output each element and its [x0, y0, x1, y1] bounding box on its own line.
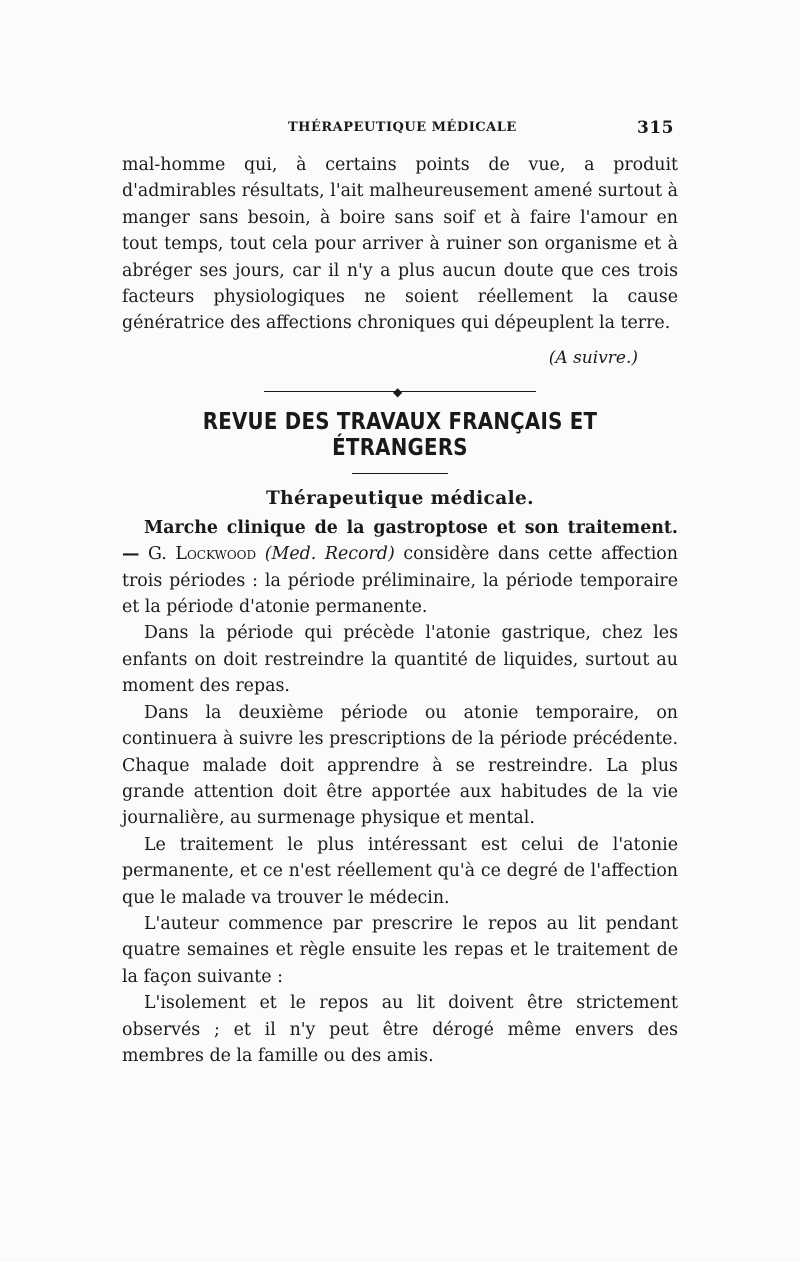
article-author: G. Lockwood	[148, 544, 257, 565]
paragraph: L'isolement et le repos au lit doivent être strictement observés ; et il n'y peut être dérogé même envers des membres de la famille ou des amis.	[122, 993, 678, 1066]
running-title: THÉRAPEUTIQUE MÉDICALE	[288, 120, 517, 135]
ornamental-rule	[122, 385, 678, 399]
diamond-ornament-icon: ◆	[393, 384, 403, 399]
running-header	[122, 118, 678, 142]
page-number: 315	[637, 118, 674, 138]
article-intro	[122, 515, 678, 621]
article-title: Marche clinique de la gastroptose et son traitement. —	[122, 517, 678, 565]
to-be-continued-note: (A suivre.)	[548, 347, 638, 368]
paragraph: Dans la période qui précède l'atonie gastrique, chez les enfants on doit restreindre la quantité de liquides, surtout au moment des repas.	[122, 623, 678, 697]
paragraph: L'auteur commence par prescrire le repos au lit pendant quatre semaines et règle ensuite les repas et le traitement de la façon suivante :	[122, 913, 678, 987]
section-divider	[352, 473, 448, 474]
article-intro-text: considère dans cette affection trois périodes : la période préliminaire, la période temporaire et la période d'atonie permanente.	[122, 544, 678, 618]
paragraph: Dans la deuxième période ou atonie temporaire, on continuera à suivre les prescriptions de la période précédente. Chaque malade doit apprendre à se restreindre. La plus grande attention doit être apportée aux habitudes de la vie journalière, au surmenage physique et mental.	[122, 702, 678, 829]
section-title: REVUE DES TRAVAUX FRANÇAIS ET ÉTRANGERS	[202, 408, 598, 461]
subsection-title: Thérapeutique médicale.	[265, 487, 535, 509]
paragraph: Le traitement le plus intéressant est celui de l'atonie permanente, et ce n'est réellement qu'à ce degré de l'affection que le malade va trouver le médecin.	[122, 834, 678, 908]
article-source: (Med. Record)	[264, 544, 395, 565]
book-page	[122, 118, 678, 1069]
continued-paragraph: mal-homme qui, à certains points de vue, a produit d'admirables résultats, l'ait malheureusement amené surtout à manger sans besoin, à boire sans soif et à faire l'amour en tout temps, tout cela pour arriver à ruiner son organisme et à abréger ses jours, car il n'y a plus aucun doute que ces trois facteurs physiologiques ne soient réellement la cause génératrice des affections chroniques qui dépeuplent la terre.	[122, 155, 678, 334]
